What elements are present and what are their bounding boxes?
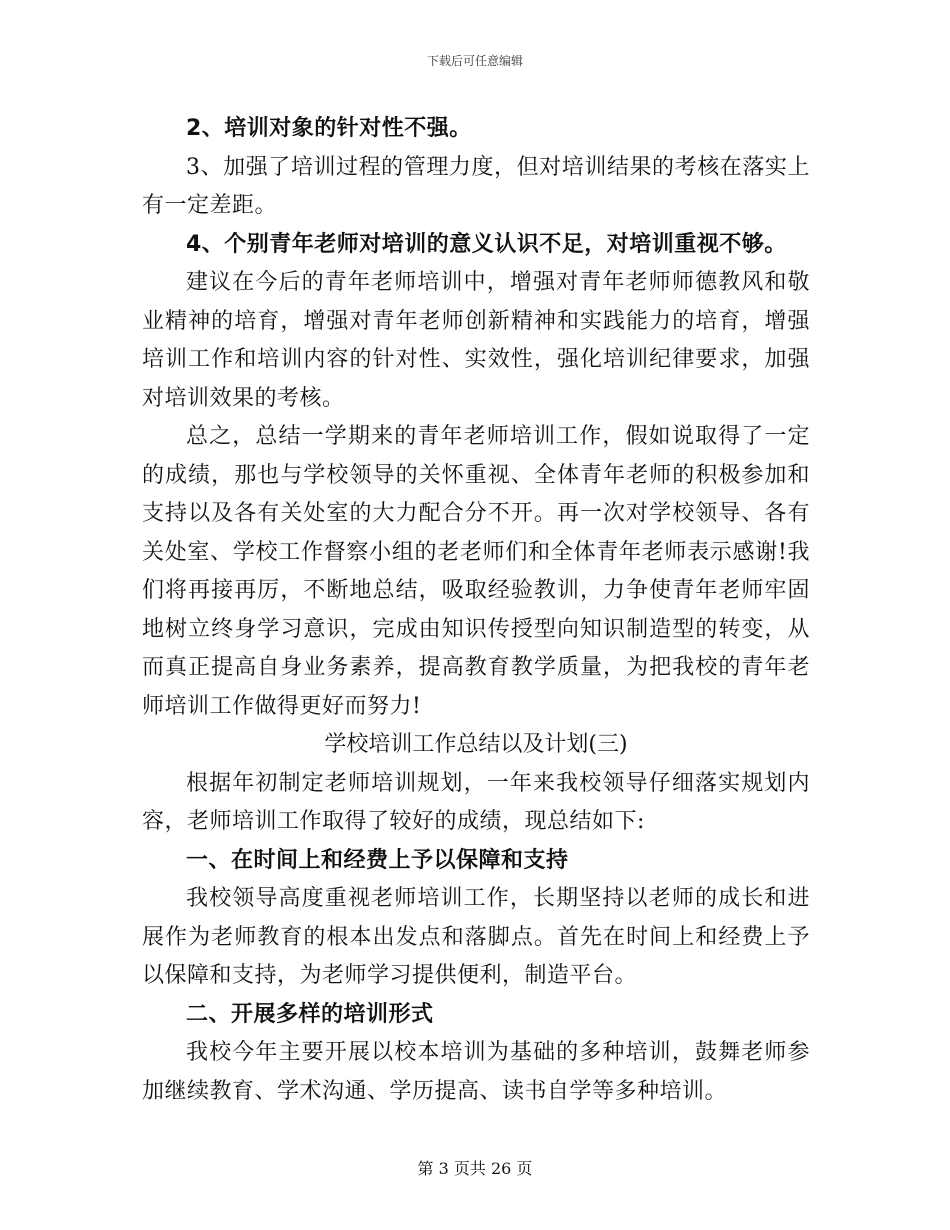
paragraph-point-2: 2、培训对象的针对性不强。 [186, 116, 472, 141]
paragraph-point-3: 3、加强了培训过程的管理力度，但对培训结果的考核在落实上有一定差距。 [142, 154, 810, 218]
paragraph-conclusion: 总之，总结一学期来的青年老师培训工作，假如说取得了一定的成绩，那也与学校领导的关怀重视、全体青年老师的积极参加和支持以及各有关处室的大力配合分不开。再一次对学校领导、各有关处室、学校工作督察小组的老老师们和全体青年老师表示感谢!我们将再接再厉，不断地总结，吸取经验教训，力争使青年老师牢固地树立终身学习意识，完成由知识传授型向知识制造型的转变，从而真正提高自身业务素养，提高教育教学质量，为把我校的青年老师培训工作做得更好而努力! [142, 424, 810, 719]
page-number: 第 3 页共 26 页 [417, 1159, 533, 1178]
heading-section-1: 一、在时间上和经费上予以保障和支持 [186, 847, 569, 873]
document-body [142, 110, 810, 1111]
paragraph-suggestion: 建议在今后的青年老师培训中，增强对青年老师师德教风和敬业精神的培育，增强对青年老师创新精神和实践能力的培育，增强培训工作和培训内容的针对性、实效性，强化培训纪律要求，加强对培训效果的考核。 [142, 270, 810, 411]
paragraph-section-1: 我校领导高度重视老师培训工作，长期坚持以老师的成长和进展作为老师教育的根本出发点和落脚点。首先在时间上和经费上予以保障和支持，为老师学习提供便利，制造平台。 [142, 886, 810, 988]
page-header-note: 下载后可任意编辑 [426, 54, 523, 68]
paragraph-section-2: 我校今年主要开展以校本培训为基础的多种培训，鼓舞老师参加继续教育、学术沟通、学历提高、读书自学等多种培训。 [142, 1040, 810, 1104]
paragraph-point-4: 4、个别青年老师对培训的意义认识不足，对培训重视不够。 [186, 231, 787, 257]
heading-section-2: 二、开展多样的培训形式 [186, 1001, 434, 1027]
section-title: 学校培训工作总结以及计划(三) [324, 732, 628, 757]
paragraph-intro: 根据年初制定老师培训规划，一年来我校领导仔细落实规划内容，老师培训工作取得了较好的成绩，现总结如下: [142, 770, 810, 834]
